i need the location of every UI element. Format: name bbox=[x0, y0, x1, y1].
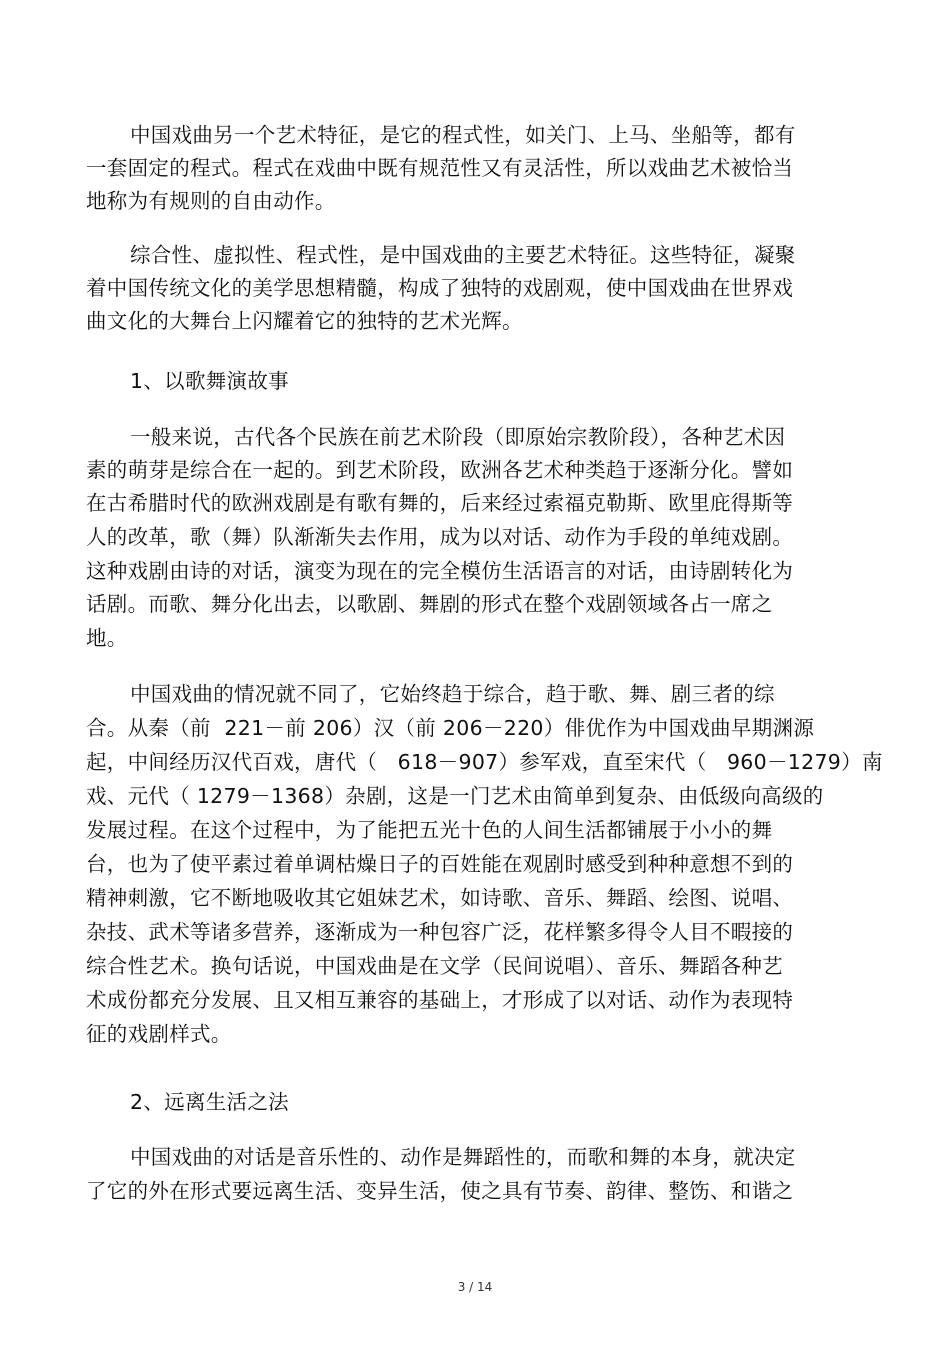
text-line: 戏、元代（ 1279－1368）杂剧，这是一门艺术由简单到复杂、由低级向高级的 bbox=[86, 784, 824, 808]
text-line: 征的戏剧样式。 bbox=[86, 1022, 232, 1046]
text-line: 精神刺激，它不断地吸收其它姐妹艺术，如诗歌、音乐、舞蹈、绘图、说唱、 bbox=[86, 886, 794, 910]
text-line: 一般来说，古代各个民族在前艺术阶段（即原始宗教阶段），各种艺术因 bbox=[130, 425, 786, 449]
text-line: 中国戏曲的对话是音乐性的、动作是舞蹈性的，而歌和舞的本身，就决定 bbox=[130, 1145, 796, 1169]
heading-text: 1、以歌舞演故事 bbox=[130, 369, 289, 393]
text-line: 着中国传统文化的美学思想精髓，构成了独特的戏剧观，使中国戏曲在世界戏 bbox=[86, 276, 794, 300]
text-line: 术成份都充分发展、且又相互兼容的基础上，才形成了以对话、动作为表现特 bbox=[86, 988, 794, 1012]
text-line: 中国戏曲的情况就不同了，它始终趋于综合，趋于歌、舞、剧三者的综 bbox=[130, 682, 775, 706]
text-line: 了它的外在形式要远离生活、变异生活，使之具有节奏、韵律、整饬、和谐之 bbox=[86, 1179, 794, 1203]
text-line: 人的改革，歌（舞）队渐渐失去作用，成为以对话、动作为手段的单纯戏剧。 bbox=[86, 525, 794, 549]
heading-text: 2、远离生活之法 bbox=[130, 1090, 289, 1114]
text-line: 话剧。而歌、舞分化出去，以歌剧、舞剧的形式在整个戏剧领域各占一席之 bbox=[86, 592, 773, 616]
text-line: 合。从秦（前 221－前 206）汉（前 206－220）俳优作为中国戏曲早期渊源 bbox=[86, 716, 815, 740]
text-line: 杂技、武术等诸多营养，逐渐成为一种包容广泛，花样繁多得令人目不暇接的 bbox=[86, 920, 794, 944]
text-line: 发展过程。在这个过程中，为了能把五光十色的人间生活都铺展于小小的舞 bbox=[86, 818, 773, 842]
text-line: 在古希腊时代的欧洲戏剧是有歌有舞的，后来经过索福克勒斯、欧里庇得斯等 bbox=[86, 491, 794, 515]
text-line: 素的萌芽是综合在一起的。到艺术阶段，欧洲各艺术种类趋于逐渐分化。譬如 bbox=[86, 458, 794, 482]
text-line: 地。 bbox=[86, 626, 128, 650]
text-line: 地称为有规则的自由动作。 bbox=[86, 189, 336, 213]
text-line: 这种戏剧由诗的对话，演变为现在的完全模仿生活语言的对话，由诗剧转化为 bbox=[86, 559, 794, 583]
text-line: 一套固定的程式。程式在戏曲中既有规范性又有灵活性，所以戏曲艺术被恰当 bbox=[86, 156, 794, 180]
text-line: 起，中间经历汉代百戏，唐代（ 618－907）参军戏，直至宋代（ 960－1279）南 bbox=[86, 750, 883, 774]
page-number: 3 / 14 bbox=[457, 1280, 493, 1294]
text-line: 台，也为了使平素过着单调枯燥日子的百姓能在观剧时感受到种种意想不到的 bbox=[86, 852, 794, 876]
text-line: 综合性艺术。换句话说，中国戏曲是在文学（民间说唱）、音乐、舞蹈各种艺 bbox=[86, 954, 783, 978]
text-line: 综合性、虚拟性、程式性，是中国戏曲的主要艺术特征。这些特征，凝聚 bbox=[130, 243, 796, 267]
text-line: 曲文化的大舞台上闪耀着它的独特的艺术光辉。 bbox=[86, 309, 523, 333]
text-line: 中国戏曲另一个艺术特征，是它的程式性，如关门、上马、坐船等，都有 bbox=[130, 123, 796, 147]
